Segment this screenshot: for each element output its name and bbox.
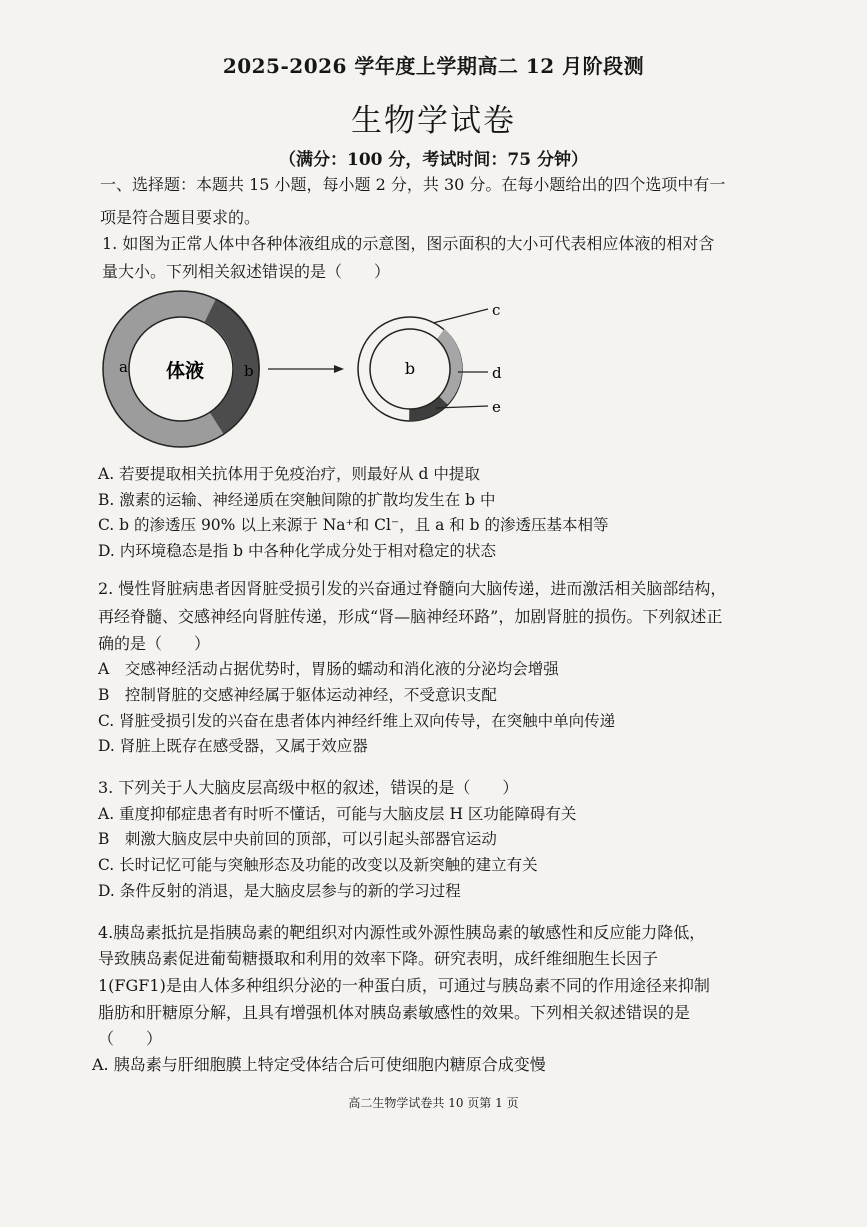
q3-option-b: B 刺激大脑皮层中央前回的顶部，可以引起头部器官运动 [98, 830, 497, 848]
q2-option-b: B 控制肾脏的交感神经属于躯体运动神经，不受意识支配 [98, 686, 497, 704]
q1-stem-line1: 1. 如图为正常人体中各种体液组成的示意图，图示面积的大小可代表相应体液的相对含 [102, 234, 715, 253]
diagram-center-text: 体液 [165, 360, 205, 382]
q1-option-a: A. 若要提取相关抗体用于免疫治疗，则最好从 d 中提取 [98, 465, 480, 483]
label-b-right: b [404, 359, 416, 378]
label-e: e [492, 398, 501, 416]
label-a: a [119, 358, 128, 376]
q2-stem-line2: 再经脊髓、交感神经向肾脏传递，形成“肾—脑神经环路”，加剧肾脏的损伤。下列叙述正 [98, 607, 723, 626]
q4-stem-line2: 导致胰岛素促进葡萄糖摄取和利用的效率下降。研究表明，成纤维细胞生长因子 [98, 949, 659, 968]
score-info: （满分：100 分，考试时间：75 分钟） [279, 150, 588, 170]
arrow-head [334, 365, 344, 373]
section-instructions-line1: 一、选择题：本题共 15 小题，每小题 2 分，共 30 分。在每小题给出的四个选项中有一 [100, 175, 726, 194]
q4-option-a: A. 胰岛素与肝细胞膜上特定受体结合后可使细胞内糖原合成变慢 [92, 1055, 546, 1074]
q1-body-fluid-diagram [0, 290, 867, 460]
leader-c [433, 309, 488, 323]
label-d: d [492, 364, 502, 382]
exam-title: 生物学试卷 [351, 103, 516, 139]
q2-option-a: A 交感神经活动占据优势时，胃肠的蠕动和消化液的分泌均会增强 [98, 660, 559, 678]
q1-option-b: B. 激素的运输、神经递质在突触间隙的扩散均发生在 b 中 [98, 491, 496, 509]
q2-stem-line3: 确的是（ ） [98, 634, 211, 653]
page-footer: 高二生物学试卷共 10 页第 1 页 [348, 1096, 519, 1110]
q2-option-d: D. 肾脏上既存在感受器，又属于效应器 [98, 737, 368, 755]
q1-stem-line2: 量大小。下列相关叙述错误的是（ ） [102, 262, 391, 281]
q3-option-d: D. 条件反射的消退，是大脑皮层参与的新的学习过程 [98, 882, 461, 900]
q3-option-a: A. 重度抑郁症患者有时听不懂话，可能与大脑皮层 H 区功能障碍有关 [98, 805, 577, 823]
q2-option-c: C. 肾脏受损引发的兴奋在患者体内神经纤维上双向传导，在突触中单向传递 [98, 712, 616, 730]
q3-option-c: C. 长时记忆可能与突触形态及功能的改变以及新突触的建立有关 [98, 856, 538, 874]
label-b-left: b [244, 362, 254, 380]
q4-stem-line4: 脂肪和肝糖原分解，且具有增强机体对胰岛素敏感性的效果。下列相关叙述错误的是 [98, 1003, 691, 1022]
q4-stem-line5: （ ） [98, 1029, 163, 1048]
label-c: c [492, 301, 501, 319]
q3-stem: 3. 下列关于人大脑皮层高级中枢的叙述，错误的是（ ） [98, 778, 519, 797]
q4-stem-line1: 4.胰岛素抵抗是指胰岛素的靶组织对内源性或外源性胰岛素的敏感性和反应能力降低， [98, 923, 706, 942]
exam-header: 2025-2026 学年度上学期高二 12 月阶段测 [222, 54, 645, 78]
q1-option-d: D. 内环境稳态是指 b 中各种化学成分处于相对稳定的状态 [98, 542, 497, 560]
q1-option-c: C. b 的渗透压 90% 以上来源于 Na⁺和 Cl⁻，且 a 和 b 的渗透压基本相等 [98, 516, 609, 534]
q4-stem-line3: 1(FGF1)是由人体多种组织分泌的一种蛋白质，可通过与胰岛素不同的作用途径来抑制 [98, 976, 710, 995]
section-instructions-line2: 项是符合题目要求的。 [100, 208, 261, 227]
q2-stem-line1: 2. 慢性肾脏病患者因肾脏受损引发的兴奋通过脊髓向大脑传递，进而激活相关脑部结构， [98, 579, 727, 598]
